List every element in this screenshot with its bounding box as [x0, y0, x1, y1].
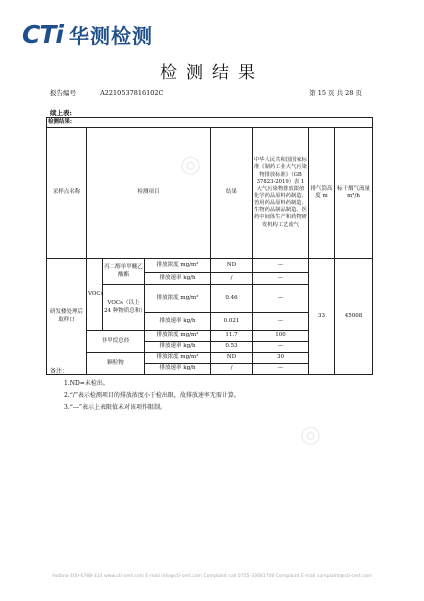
watermark-seal: ◎ — [300, 420, 321, 448]
limit-value: --- — [253, 364, 309, 375]
result-value: 0.53 — [211, 342, 253, 353]
report-number-value: A2210537816102C — [100, 89, 164, 97]
note-item: 2.“/”表示检测项目的排放浓度小于检出限，故排放速率无需计算。 — [64, 392, 240, 399]
result-value: 0.021 — [211, 313, 253, 331]
header-flow: 标干烟气流量 m³/h — [335, 128, 373, 259]
param: 排放速率 kg/h — [145, 273, 211, 285]
site-name: 研发楼处理后取样口 — [47, 259, 87, 375]
result-value: 0.46 — [211, 285, 253, 313]
note-item: 1.ND=未检出。 — [64, 380, 109, 387]
header-stack-height: 排气筒高度 m — [309, 128, 335, 259]
sub-item: 颗粒物 — [87, 353, 145, 375]
limit-value: --- — [253, 259, 309, 273]
notes-label: 备注： — [50, 368, 69, 375]
result-value: ND — [211, 259, 253, 273]
limit-value: 100 — [253, 331, 309, 342]
sub-item: 非甲烷总烃 — [87, 331, 145, 353]
param: 排放速率 kg/h — [145, 364, 211, 375]
limit-value: 30 — [253, 353, 309, 364]
param: 排放浓度 mg/m³ — [145, 331, 211, 342]
param: 排放速率 kg/h — [145, 313, 211, 331]
footer-contact: Hotline 400-6788-333 www.cti-cert.com E-mail info@cti-cert.com Complaint call 0755-33681700 Complaint E-mail complaint@cti-cert.com — [52, 574, 372, 579]
results-table — [46, 117, 373, 375]
sub-item: VOCs（以上 24 种物质总和） — [103, 285, 145, 331]
stack-height: 33 — [309, 259, 335, 375]
param: 排放浓度 mg/m³ — [145, 353, 211, 364]
limit-value: --- — [253, 313, 309, 331]
table-row — [47, 259, 373, 273]
param: 排放浓度 mg/m³ — [145, 259, 211, 273]
limit-value: --- — [253, 285, 309, 313]
result-value: ND — [211, 353, 253, 364]
section-title: 检测结果: — [47, 118, 373, 128]
header-standard: 中华人民共和国国家标准《制药工业大气污染物排放标准》（GB 37823-2019）表 1 大气污染物排放限值 化学药品原料药制造、兽用药品原料药制造、生物药品制品制造、医药中间体生产和药物研发机构工艺废气 — [253, 128, 309, 259]
note-item: 3.“---”表示上表限值未对该项作限制。 — [64, 404, 166, 411]
watermark-seal: ◎ — [180, 150, 201, 178]
header-site: 采样点名称 — [47, 128, 87, 259]
limit-value: --- — [253, 273, 309, 285]
report-number — [50, 88, 164, 97]
sub-item: 丙二醇单甲醚乙酸酯 — [103, 259, 145, 285]
voc-group-label: VOCs — [87, 259, 103, 331]
company-logo — [22, 20, 153, 49]
page-info: 第 15 页 共 28 页 — [309, 89, 362, 97]
continued-label: 续上表: — [50, 109, 72, 117]
notes — [50, 366, 240, 414]
logo-chinese: 华测检测 — [68, 24, 153, 48]
result-value: / — [211, 364, 253, 375]
header-item: 检测项目 — [87, 128, 211, 259]
logo-latin: CTi — [22, 20, 63, 49]
result-value: / — [211, 273, 253, 285]
report-number-label: 报告编号 — [50, 89, 76, 97]
flow-rate: 45008 — [335, 259, 373, 375]
result-value: 11.7 — [211, 331, 253, 342]
param: 排放浓度 mg/m³ — [145, 285, 211, 313]
limit-value: --- — [253, 342, 309, 353]
header-result: 结果 — [211, 128, 253, 259]
param: 排放速率 kg/h — [145, 342, 211, 353]
page-title: 检测结果 — [160, 63, 264, 83]
